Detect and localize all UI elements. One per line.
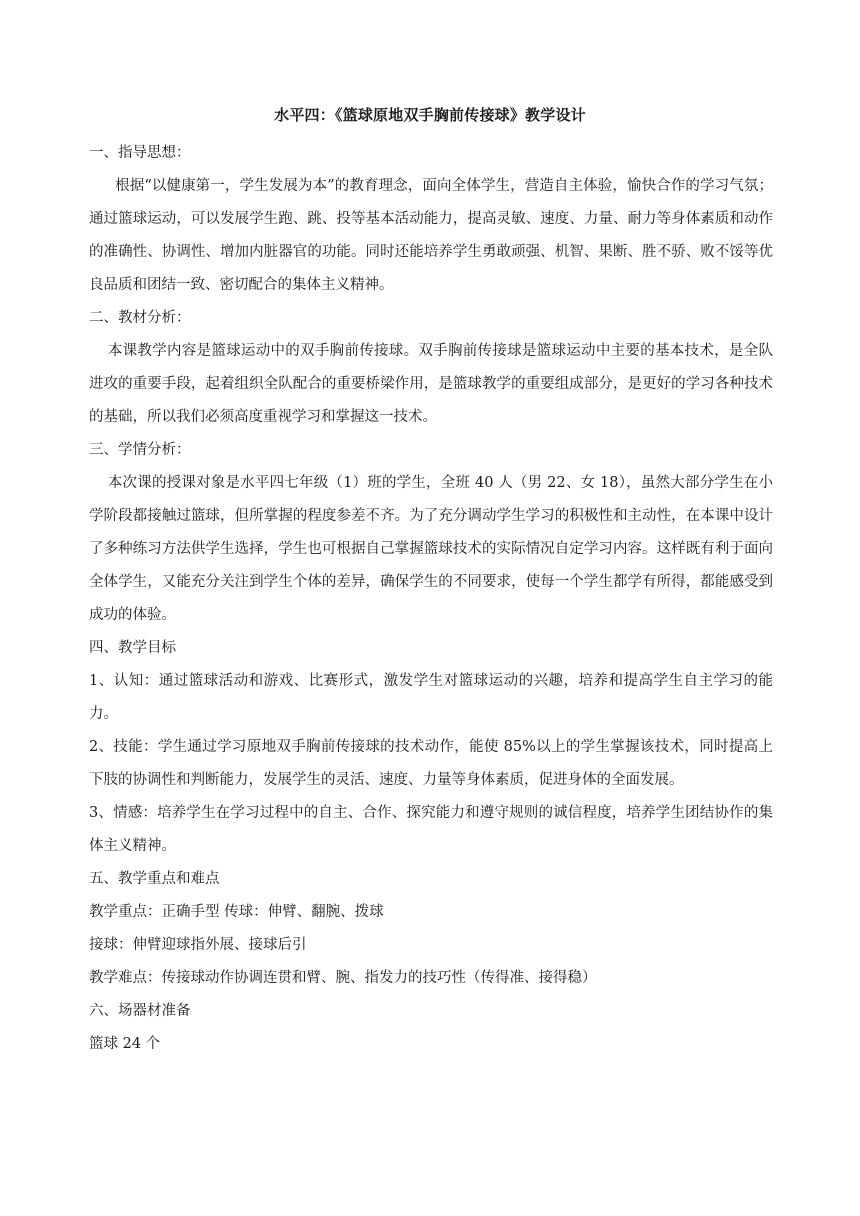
students-paragraph: 本次课的授课对象是水平四七年级（1）班的学生，全班 40 人（男 22、女 18），虽然大部分学生在小学阶段都接触过篮球，但所掌握的程度参差不齐。为了充分调动学生学习的积极性和主动性，在本课中设计了多种练习方法供学生选择，学生也可根据自己掌握篮球技术的实际情况自定学习内容。这样既有利于面向全体学生，又能充分关注到学生个体的差异，确保学生的不同要求，使每一个学生都学有所得，都能感受到成功的体验。: [89, 475, 773, 623]
key-point-line: 接球：伸臂迎球指外展、接球后引: [89, 937, 307, 953]
objective-item-emotion: 3、情感：培养学生在学习过程中的自主、合作、探究能力和遵守规则的诚信程度，培养学生团结协作的集体主义精神。: [89, 805, 773, 854]
objective-item-skill: 2、技能：学生通过学习原地双手胸前传接球的技术动作，能使 85%以上的学生掌握该技术，同时提高上下肢的协调性和判断能力，发展学生的灵活、速度、力量等身体素质，促进身体的全面发展。: [89, 739, 773, 788]
document-title: 水平四：《篮球原地双手胸前传接球》教学设计: [274, 106, 586, 124]
guiding-paragraph: 根据“以健康第一，学生发展为本”的教育理念，面向全体学生，营造自主体验，愉快合作的学习气氛；通过篮球运动，可以发展学生跑、跳、投等基本活动能力，提高灵敏、速度、力量、耐力等身体素质和动作的准确性、协调性、增加内脏器官的功能。同时还能培养学生勇敢顽强、机智、果断、胜不骄、败不馁等优良品质和团结一致、密切配合的集体主义精神。: [89, 178, 773, 293]
textbook-paragraph: 本课教学内容是篮球运动中的双手胸前传接球。双手胸前传接球是篮球运动中主要的基本技术，是全队进攻的重要手段，起着组织全队配合的重要桥梁作用，是篮球教学的重要组成部分，是更好的学习各种技术的基础，所以我们必须高度重视学习和掌握这一技术。: [89, 343, 773, 425]
section-heading-textbook: 二、教材分析：: [89, 310, 191, 326]
document-body: [89, 137, 773, 1061]
section-heading-students: 三、学情分析：: [89, 442, 191, 458]
key-point-line: 教学重点：正确手型 传球：伸臂、翻腕、拨球: [89, 904, 384, 920]
section-heading-key-points: 五、教学重点和难点: [89, 871, 220, 887]
difficulty-line: 教学难点：传接球动作协调连贯和臂、腕、指发力的技巧性（传得准、接得稳）: [89, 970, 597, 986]
section-heading-objectives: 四、教学目标: [89, 640, 176, 656]
equipment-line: 篮球 24 个: [89, 1036, 161, 1052]
objective-item-cognition: 1、认知：通过篮球活动和游戏、比赛形式，激发学生对篮球运动的兴趣，培养和提高学生自主学习的能力。: [89, 673, 773, 722]
section-heading-guiding: 一、指导思想：: [89, 145, 191, 161]
section-heading-equipment: 六、场器材准备: [89, 1003, 191, 1019]
